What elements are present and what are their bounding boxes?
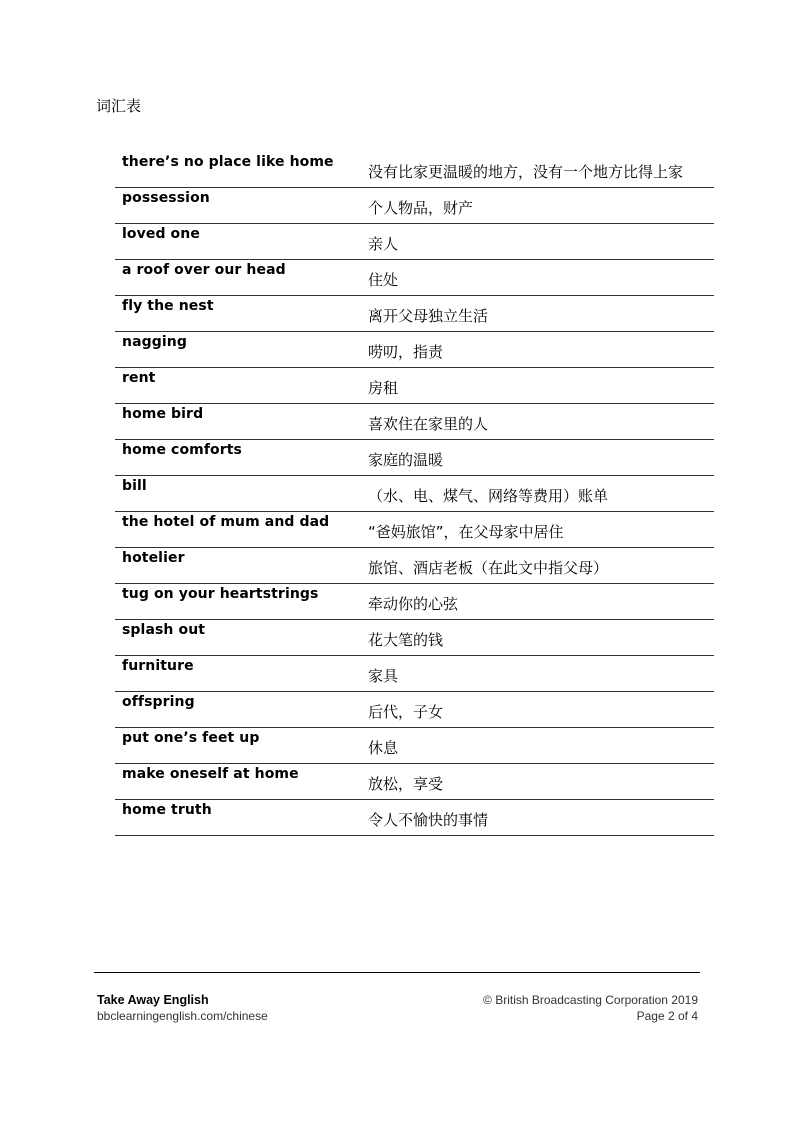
page-heading: 词汇表 <box>96 97 142 115</box>
vocab-translation: （水、电、煤气、网络等费用）账单 <box>368 487 609 505</box>
vocab-term: rent <box>122 370 156 386</box>
footer-title: Take Away English <box>97 993 209 1007</box>
vocab-row <box>115 224 714 260</box>
vocab-row <box>115 800 714 836</box>
vocab-term: splash out <box>122 622 206 638</box>
vocab-translation: 没有比家更温暖的地方，没有一个地方比得上家 <box>368 163 684 181</box>
vocab-term: offspring <box>122 694 195 710</box>
vocab-row <box>115 440 714 476</box>
vocab-translation: 离开父母独立生活 <box>368 307 489 325</box>
vocab-term: put one’s feet up <box>122 730 260 746</box>
vocab-translation: 后代，子女 <box>368 703 444 721</box>
vocab-row <box>115 368 714 404</box>
vocab-term: home bird <box>122 406 204 422</box>
vocab-term: tug on your heartstrings <box>122 586 319 602</box>
vocab-term: furniture <box>122 658 194 674</box>
vocab-translation: 房租 <box>368 379 399 397</box>
vocab-row <box>115 656 714 692</box>
vocab-translation: 休息 <box>368 739 399 757</box>
vocab-row <box>115 764 714 800</box>
vocab-row <box>115 728 714 764</box>
vocab-term: the hotel of mum and dad <box>122 514 330 530</box>
footer-right <box>483 992 698 1024</box>
vocab-row <box>115 260 714 296</box>
vocab-row <box>115 476 714 512</box>
vocabulary-table <box>115 152 714 836</box>
vocab-translation: 个人物品，财产 <box>368 199 474 217</box>
vocab-translation: 亲人 <box>368 235 399 253</box>
vocab-term: fly the nest <box>122 298 214 314</box>
vocab-term: hotelier <box>122 550 185 566</box>
vocab-row <box>115 512 714 548</box>
vocab-translation: 花大笔的钱 <box>368 631 444 649</box>
footer-url[interactable]: bbclearningenglish.com/chinese <box>97 1009 268 1023</box>
vocab-row <box>115 692 714 728</box>
footer-left <box>97 992 268 1024</box>
vocab-translation: 喜欢住在家里的人 <box>368 415 489 433</box>
vocab-translation: 住处 <box>368 271 399 289</box>
vocab-row <box>115 152 714 188</box>
vocab-term: a roof over our head <box>122 262 286 278</box>
vocab-term: make oneself at home <box>122 766 299 782</box>
footer-copyright: © British Broadcasting Corporation 2019 <box>483 993 698 1007</box>
footer-page-number: Page 2 of 4 <box>636 1009 698 1023</box>
vocab-term: home comforts <box>122 442 242 458</box>
vocab-translation: 旅馆、酒店老板（在此文中指父母） <box>368 559 609 577</box>
vocab-translation: 家具 <box>368 667 399 685</box>
vocab-term: home truth <box>122 802 212 818</box>
vocab-term: loved one <box>122 226 200 242</box>
vocab-term: bill <box>122 478 147 494</box>
vocab-term: possession <box>122 190 210 206</box>
vocab-translation: “爸妈旅馆”，在父母家中居住 <box>368 523 564 541</box>
vocab-term: nagging <box>122 334 187 350</box>
vocab-translation: 牵动你的心弦 <box>368 595 459 613</box>
vocab-translation: 令人不愉快的事情 <box>368 811 489 829</box>
vocab-row <box>115 404 714 440</box>
vocab-translation: 放松，享受 <box>368 775 444 793</box>
vocab-row <box>115 620 714 656</box>
vocab-row <box>115 548 714 584</box>
vocab-row <box>115 296 714 332</box>
footer-divider <box>94 972 700 973</box>
vocab-term: there’s no place like home <box>122 154 334 170</box>
vocab-translation: 唠叨，指责 <box>368 343 444 361</box>
vocab-translation: 家庭的温暖 <box>368 451 444 469</box>
vocab-row <box>115 188 714 224</box>
vocab-row <box>115 332 714 368</box>
vocab-row <box>115 584 714 620</box>
